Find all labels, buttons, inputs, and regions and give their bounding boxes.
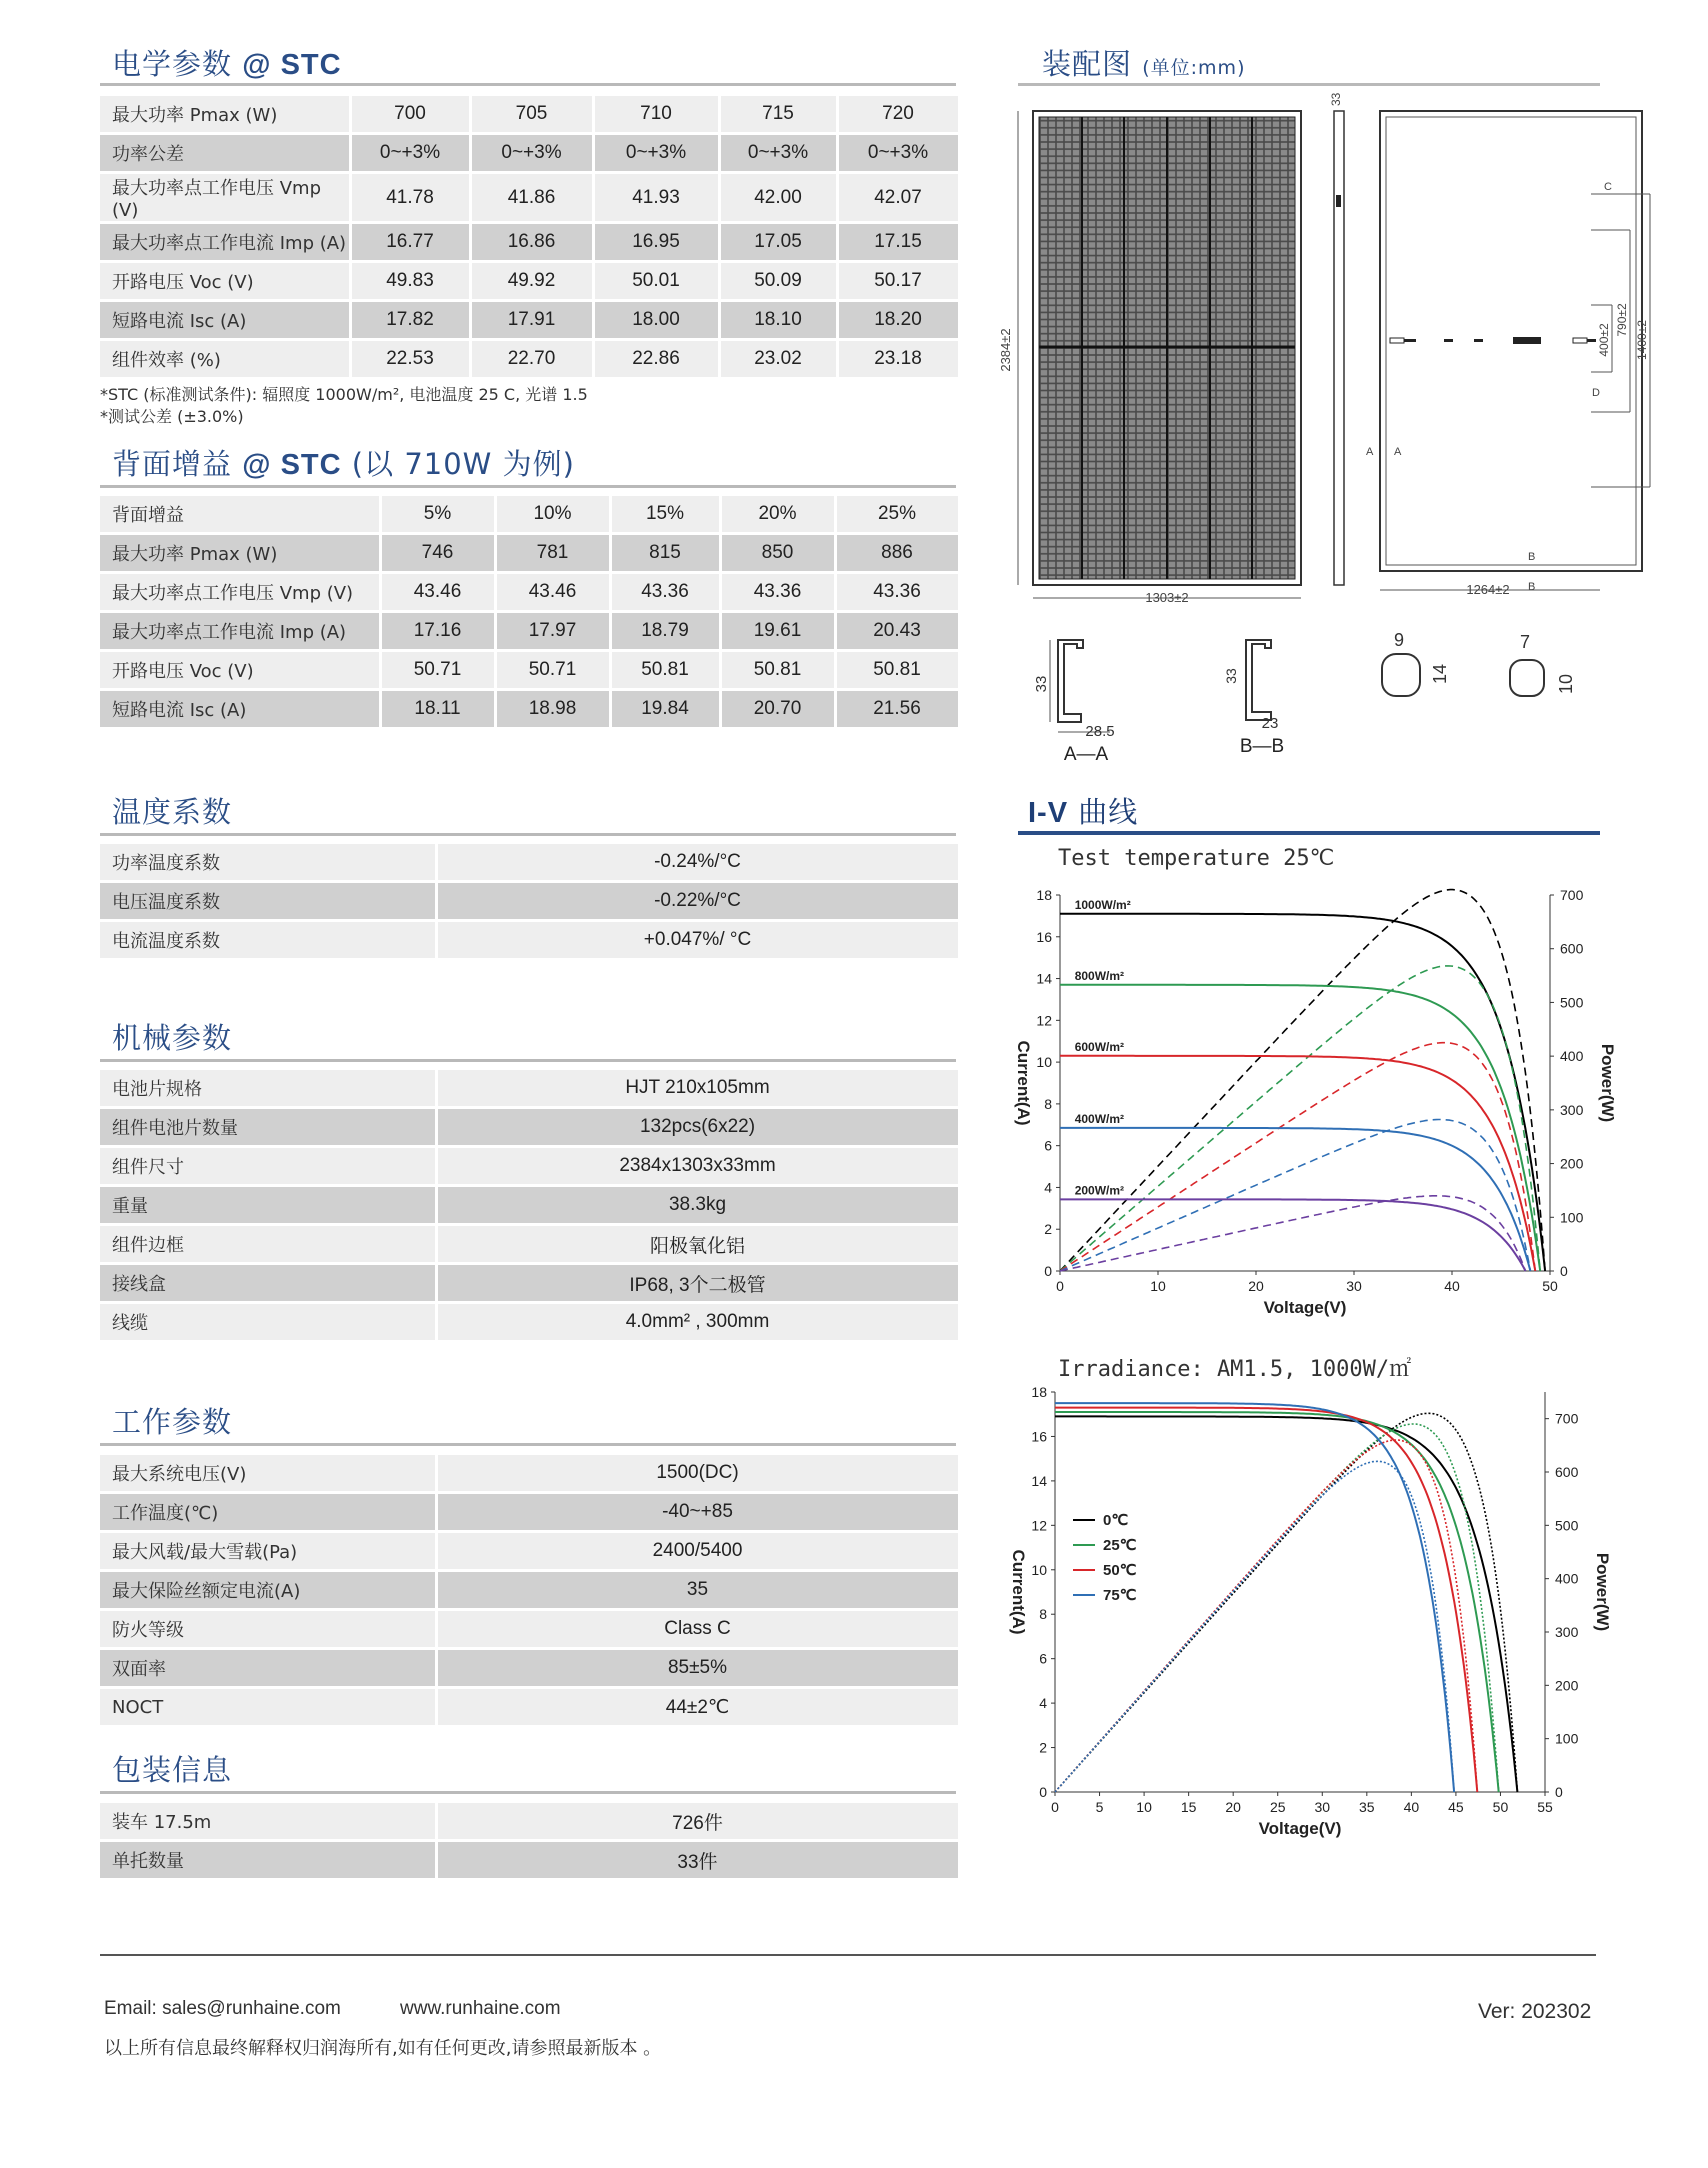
row-label: 装车 17.5m: [100, 1803, 436, 1841]
packaging-section-title: 包装信息: [112, 1753, 233, 1787]
bb-height: 33: [1223, 668, 1239, 684]
row-label: 功率公差: [100, 134, 350, 173]
x-tick-label: 50: [1492, 1799, 1509, 1815]
y-tick-label: 4: [1044, 1179, 1052, 1196]
y-tick-label: 0: [1039, 1784, 1047, 1800]
row-label: 单托数量: [100, 1841, 436, 1880]
value-cell: 50.17: [837, 262, 959, 301]
value-cell: 132pcs(6x22): [436, 1108, 959, 1147]
row-label: 接线盒: [100, 1264, 436, 1303]
row-label: 最大功率 Pmax (W): [100, 534, 380, 573]
y2-tick-label: 500: [1560, 994, 1584, 1011]
header-cell: 5%: [380, 496, 495, 534]
value-cell: 19.61: [720, 612, 835, 651]
y-tick-label: 4: [1039, 1695, 1047, 1712]
row-label: 重量: [100, 1186, 436, 1225]
y2-tick-label: 600: [1555, 1464, 1579, 1480]
thickness-dim: 33: [1329, 92, 1343, 106]
x-tick-label: 50: [1542, 1278, 1558, 1294]
module-height-dim: 2384±2: [998, 328, 1013, 372]
x-tick-label: 40: [1444, 1278, 1460, 1294]
label-d: D: [1592, 387, 1600, 399]
x-tick-label: 0: [1051, 1799, 1059, 1815]
footer-disclaimer: 以上所有信息最终解释权归润海所有,如有任何更改,请参照最新版本 。: [104, 2038, 662, 2059]
value-cell: 2384x1303x33mm: [436, 1147, 959, 1186]
y-tick-label: 8: [1044, 1095, 1052, 1112]
y-tick-label: 2: [1044, 1221, 1052, 1238]
y-tick-label: 10: [1036, 1054, 1052, 1071]
value-cell: 20.70: [720, 690, 835, 729]
y-tick-label: 14: [1031, 1472, 1047, 1489]
section-b-b: [1223, 640, 1284, 757]
power-curve-2: [1055, 1440, 1477, 1792]
packaging-info-table: [100, 1803, 961, 1881]
y-tick-label: 2: [1039, 1739, 1047, 1756]
row-label: 最大保险丝额定电流(A): [100, 1571, 436, 1610]
value-cell: 50.01: [593, 262, 719, 301]
y-tick-label: 16: [1031, 1428, 1047, 1445]
power-curve-1: [1060, 966, 1540, 1271]
y-tick-label: 6: [1044, 1137, 1052, 1154]
value-cell: 49.83: [350, 262, 470, 301]
row-label: 最大系统电压(V): [100, 1455, 436, 1493]
value-cell: 阳极氧化铝: [436, 1225, 959, 1264]
row-label: 最大功率点工作电压 Vmp (V): [100, 173, 350, 223]
value-cell: 50.09: [719, 262, 837, 301]
row-label: 防火等级: [100, 1610, 436, 1649]
legend-label: 0℃: [1103, 1512, 1129, 1529]
assembly-drawing: [0, 0, 1708, 780]
iv-section-title: I-V 曲线: [1028, 795, 1139, 829]
x-tick-label: 20: [1225, 1799, 1241, 1815]
section-divider: [100, 1443, 956, 1446]
value-cell: IP68, 3个二极管: [436, 1264, 959, 1303]
table-row: [100, 1070, 959, 1108]
slot2-width: 7: [1520, 632, 1531, 652]
table-row: [100, 1803, 959, 1841]
header-cell: 10%: [495, 496, 610, 534]
y-tick-label: 16: [1036, 928, 1052, 945]
table-row: [100, 1610, 959, 1649]
value-cell: 17.05: [719, 223, 837, 262]
row-label: NOCT: [100, 1688, 436, 1727]
row-label: 组件尺寸: [100, 1147, 436, 1186]
power-curve-2: [1060, 1043, 1535, 1271]
x-axis-label: Voltage(V): [1258, 1819, 1342, 1838]
table-row: [100, 1108, 959, 1147]
value-cell: -40~+85: [436, 1493, 959, 1532]
table-row: [100, 1688, 959, 1727]
value-cell: 43.36: [835, 573, 959, 612]
y2-tick-label: 300: [1560, 1101, 1584, 1118]
series-label: 800W/m²: [1074, 968, 1125, 983]
series-label: 200W/m²: [1074, 1183, 1125, 1198]
slot1-width: 9: [1394, 630, 1405, 650]
x-tick-label: 25: [1269, 1799, 1286, 1815]
label-b: B: [1528, 581, 1536, 593]
value-cell: 20.43: [835, 612, 959, 651]
value-cell: 18.00: [593, 301, 719, 340]
table-row: [100, 921, 959, 960]
value-cell: Class C: [436, 1610, 959, 1649]
hole-spacing-1400: 1400±2: [1635, 320, 1649, 360]
y2-tick-label: 500: [1555, 1517, 1579, 1534]
y-axis-label: Current(A): [1014, 1040, 1033, 1126]
value-cell: 16.95: [593, 223, 719, 262]
y-tick-label: 10: [1031, 1561, 1047, 1578]
footer-divider: [100, 1954, 1596, 1956]
footer-website[interactable]: www.runhaine.com: [400, 1998, 561, 2019]
value-cell: 35: [436, 1571, 959, 1610]
value-cell: 4.0mm² , 300mm: [436, 1303, 959, 1342]
aa-caption: A—A: [1063, 744, 1109, 765]
value-cell: 22.86: [593, 340, 719, 379]
value-cell: 21.56: [835, 690, 959, 729]
section-divider: [100, 833, 956, 836]
table-row: [100, 1186, 959, 1225]
value-cell: 0~+3%: [837, 134, 959, 173]
power-curve-0: [1060, 890, 1545, 1271]
value-cell: 41.86: [470, 173, 593, 223]
value-cell: -0.22%/°C: [436, 882, 959, 921]
y-tick-label: 8: [1039, 1606, 1047, 1623]
x-tick-label: 30: [1346, 1278, 1362, 1294]
y2-tick-label: 200: [1560, 1155, 1584, 1172]
row-label: 电流温度系数: [100, 921, 436, 960]
mount-width-dim: 1264±2: [1466, 582, 1510, 597]
row-label: 最大功率 Pmax (W): [100, 96, 350, 134]
table-row: [100, 1225, 959, 1264]
row-label: 开路电压 Voc (V): [100, 262, 350, 301]
x-tick-label: 40: [1403, 1799, 1420, 1815]
value-cell: 17.15: [837, 223, 959, 262]
value-cell: 19.84: [610, 690, 720, 729]
table-row: [100, 1841, 959, 1880]
value-cell: 50.71: [495, 651, 610, 690]
electrical-section-title: 电学参数 @ STC: [112, 47, 342, 81]
row-label: 功率温度系数: [100, 844, 436, 882]
row-label: 双面率: [100, 1649, 436, 1688]
operating-section-title: 工作参数: [112, 1405, 233, 1439]
bifacial-section-title: 背面增益 @ STC (以 710W 为例): [112, 447, 575, 481]
value-cell: 18.11: [380, 690, 495, 729]
chart1-caption: Test temperature 25℃: [1058, 846, 1335, 871]
value-cell: 17.82: [350, 301, 470, 340]
temperature-coefficients-table: [100, 844, 961, 961]
table-row: [100, 1147, 959, 1186]
mechanical-section-title: 机械参数: [112, 1021, 233, 1055]
value-cell: 50.71: [380, 651, 495, 690]
hole-spacing-400: 400±2: [1597, 323, 1611, 357]
table-row: [100, 844, 959, 882]
row-label: 电压温度系数: [100, 882, 436, 921]
value-cell: 41.93: [593, 173, 719, 223]
value-cell: 18.98: [495, 690, 610, 729]
value-cell: 886: [835, 534, 959, 573]
hole-spacing-790: 790±2: [1615, 303, 1629, 337]
value-cell: 22.53: [350, 340, 470, 379]
y2-axis-label: Power(W): [1593, 1552, 1612, 1632]
y-tick-label: 14: [1036, 970, 1052, 987]
series-label: 400W/m²: [1074, 1111, 1125, 1126]
y2-tick-label: 300: [1555, 1624, 1579, 1640]
value-cell: 17.16: [380, 612, 495, 651]
temperature-section-title: 温度系数: [112, 795, 233, 829]
header-cell: 715: [719, 96, 837, 134]
value-cell: 0~+3%: [470, 134, 593, 173]
value-cell: 746: [380, 534, 495, 573]
header-cell: 25%: [835, 496, 959, 534]
y2-tick-label: 0: [1555, 1784, 1563, 1800]
power-curve-4: [1060, 1196, 1526, 1271]
value-cell: -0.24%/°C: [436, 844, 959, 882]
y2-tick-label: 0: [1560, 1263, 1568, 1279]
label-a: A: [1366, 446, 1374, 458]
slot2-height: 10: [1556, 673, 1576, 694]
y2-tick-label: 400: [1555, 1570, 1579, 1587]
value-cell: 38.3kg: [436, 1186, 959, 1225]
value-cell: 50.81: [720, 651, 835, 690]
value-cell: 0~+3%: [350, 134, 470, 173]
value-cell: 18.10: [719, 301, 837, 340]
module-back-view: [1366, 111, 1650, 597]
y-tick-label: 18: [1031, 1384, 1047, 1400]
value-cell: 23.18: [837, 340, 959, 379]
slot1-height: 14: [1430, 663, 1450, 684]
table-row: [100, 1455, 959, 1493]
value-cell: 43.46: [380, 573, 495, 612]
mounting-slot-1: [1382, 630, 1450, 696]
value-cell: 16.86: [470, 223, 593, 262]
value-cell: HJT 210x105mm: [436, 1070, 959, 1108]
iv-chart-irradiance: [1000, 880, 1640, 1340]
x-axis-label: Voltage(V): [1263, 1298, 1347, 1317]
legend-label: 75℃: [1103, 1587, 1137, 1604]
value-cell: +0.047%/ °C: [436, 921, 959, 960]
bb-caption: B—B: [1239, 736, 1285, 757]
y2-tick-label: 600: [1560, 940, 1584, 957]
y2-tick-label: 100: [1560, 1209, 1584, 1226]
table-row: [100, 1571, 959, 1610]
y-axis-label: Current(A): [1009, 1549, 1028, 1635]
bb-width: 23: [1261, 715, 1279, 732]
row-label: 最大功率点工作电压 Vmp (V): [100, 573, 380, 612]
row-label: 短路电流 Isc (A): [100, 690, 380, 729]
x-tick-label: 45: [1448, 1799, 1464, 1815]
value-cell: 22.70: [470, 340, 593, 379]
mounting-slot-2: [1510, 632, 1576, 696]
iv-curve-2: [1060, 1056, 1535, 1271]
x-tick-label: 10: [1136, 1799, 1152, 1815]
y2-tick-label: 100: [1555, 1730, 1579, 1747]
table-row: [100, 1264, 959, 1303]
x-tick-label: 20: [1248, 1278, 1264, 1294]
value-cell: 0~+3%: [593, 134, 719, 173]
assembly-section-title: 装配图 (单位:mm): [1042, 47, 1246, 81]
module-front-view: [998, 111, 1301, 605]
label-b: B: [1528, 551, 1536, 563]
row-label: 最大功率点工作电流 Imp (A): [100, 612, 380, 651]
legend-label: 50℃: [1103, 1562, 1137, 1579]
header-cell: 15%: [610, 496, 720, 534]
value-cell: 43.36: [610, 573, 720, 612]
value-cell: 50.81: [610, 651, 720, 690]
value-cell: 85±5%: [436, 1649, 959, 1688]
module-side-view: [1329, 92, 1344, 585]
row-label: 组件边框: [100, 1225, 436, 1264]
aa-height: 33: [1033, 675, 1050, 693]
table-row: [100, 1532, 959, 1571]
value-cell: 18.79: [610, 612, 720, 651]
value-cell: 1500(DC): [436, 1455, 959, 1493]
tolerance-note: *测试公差 (±3.0%): [100, 407, 244, 426]
x-tick-label: 55: [1537, 1799, 1553, 1815]
y-tick-label: 12: [1031, 1517, 1047, 1534]
value-cell: 33件: [436, 1841, 959, 1880]
x-tick-label: 10: [1150, 1278, 1166, 1294]
value-cell: 815: [610, 534, 720, 573]
iv-chart-temperature: [1000, 1382, 1640, 1852]
row-label: 线缆: [100, 1303, 436, 1342]
aa-width: 28.5: [1085, 723, 1115, 740]
row-label: 短路电流 Isc (A): [100, 301, 350, 340]
x-tick-label: 0: [1056, 1278, 1064, 1294]
power-curve-3: [1055, 1461, 1454, 1792]
value-cell: 50.81: [835, 651, 959, 690]
y2-axis-label: Power(W): [1598, 1043, 1617, 1123]
row-label: 电池片规格: [100, 1070, 436, 1108]
power-curve-1: [1055, 1424, 1499, 1792]
value-cell: 41.78: [350, 173, 470, 223]
value-cell: 726件: [436, 1803, 959, 1841]
header-cell: 710: [593, 96, 719, 134]
row-label: 最大功率点工作电流 Imp (A): [100, 223, 350, 262]
stc-note: *STC (标准测试条件): 辐照度 1000W/m², 电池温度 25 C, 光谱 1.5: [100, 385, 588, 404]
x-tick-label: 30: [1314, 1799, 1331, 1815]
value-cell: 23.02: [719, 340, 837, 379]
label-c: C: [1604, 181, 1612, 193]
legend-label: 25℃: [1103, 1537, 1137, 1554]
header-cell: 700: [350, 96, 470, 134]
value-cell: 2400/5400: [436, 1532, 959, 1571]
header-cell: 705: [470, 96, 593, 134]
table-row: [100, 882, 959, 921]
y-tick-label: 0: [1044, 1263, 1052, 1279]
value-cell: 43.36: [720, 573, 835, 612]
y-tick-label: 6: [1039, 1650, 1047, 1667]
value-cell: 0~+3%: [719, 134, 837, 173]
value-cell: 42.07: [837, 173, 959, 223]
y2-tick-label: 700: [1555, 1410, 1579, 1427]
series-label: 600W/m²: [1074, 1039, 1125, 1054]
row-label: 组件电池片数量: [100, 1108, 436, 1147]
y-tick-label: 12: [1036, 1012, 1052, 1029]
value-cell: 44±2℃: [436, 1688, 959, 1727]
section-divider: [1018, 831, 1600, 835]
operating-params-table: [100, 1455, 961, 1728]
table-row: [100, 1303, 959, 1342]
label-a: A: [1394, 446, 1402, 458]
value-cell: 18.20: [837, 301, 959, 340]
header-cell: 20%: [720, 496, 835, 534]
table-row: [100, 1493, 959, 1532]
value-cell: 42.00: [719, 173, 837, 223]
footer-version: Ver: 202302: [1478, 2000, 1592, 2023]
x-tick-label: 5: [1095, 1799, 1104, 1815]
x-tick-label: 15: [1180, 1799, 1197, 1815]
y2-tick-label: 400: [1560, 1048, 1584, 1065]
chart2-caption: Irradiance: AM1.5, 1000W/㎡: [1058, 1357, 1412, 1382]
table-row: [100, 1649, 959, 1688]
value-cell: 17.97: [495, 612, 610, 651]
row-label: 工作温度(℃): [100, 1493, 436, 1532]
series-label: 1000W/m²: [1074, 897, 1131, 912]
module-width-dim: 1303±2: [1145, 590, 1189, 605]
row-label: 最大风载/最大雪载(Pa): [100, 1532, 436, 1571]
iv-curve-0: [1055, 1416, 1517, 1792]
row-label: 开路电压 Voc (V): [100, 651, 380, 690]
y-tick-label: 18: [1036, 887, 1052, 903]
section-divider: [100, 1059, 956, 1062]
value-cell: 781: [495, 534, 610, 573]
value-cell: 17.91: [470, 301, 593, 340]
section-divider: [100, 1791, 956, 1794]
header-cell: 720: [837, 96, 959, 134]
value-cell: 49.92: [470, 262, 593, 301]
footer-email[interactable]: Email: sales@runhaine.com: [104, 1998, 341, 2019]
row-label: 组件效率 (%): [100, 340, 350, 379]
power-curve-3: [1060, 1120, 1530, 1272]
x-tick-label: 35: [1359, 1799, 1375, 1815]
value-cell: 850: [720, 534, 835, 573]
value-cell: 16.77: [350, 223, 470, 262]
value-cell: 43.46: [495, 573, 610, 612]
y2-tick-label: 200: [1555, 1677, 1579, 1694]
mechanical-params-table: [100, 1070, 961, 1343]
y2-tick-label: 700: [1560, 887, 1584, 903]
section-a-a: [1033, 640, 1115, 765]
row-label: 背面增益: [100, 496, 380, 534]
